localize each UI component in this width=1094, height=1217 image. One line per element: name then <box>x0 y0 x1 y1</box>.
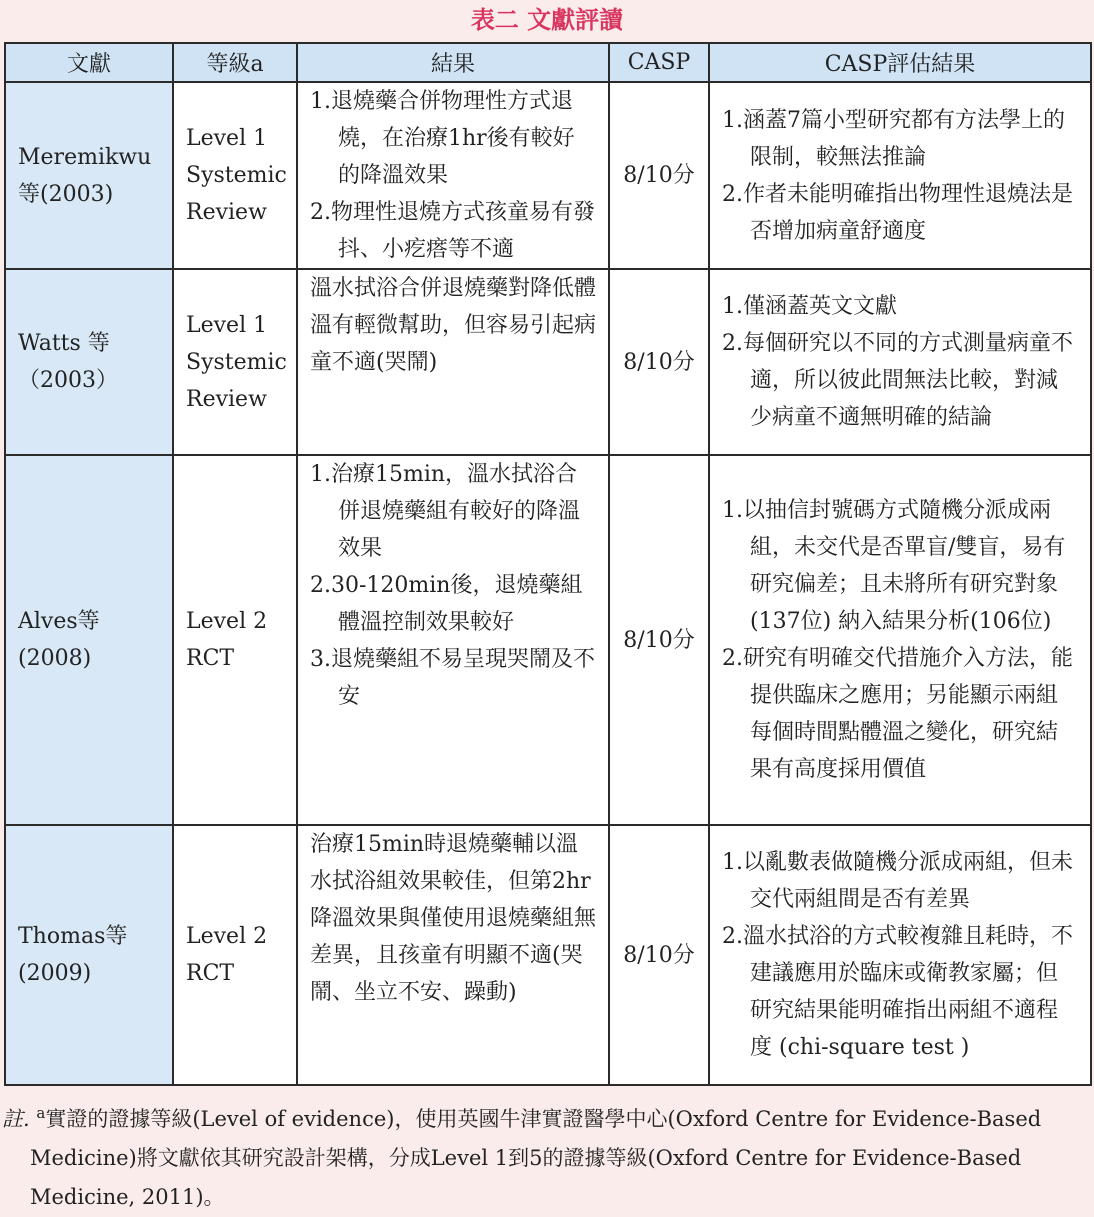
casp-score: 8/10分 <box>609 269 709 455</box>
level-cell: Level 1 Systemic Review <box>173 82 297 269</box>
note-label: 註. <box>2 1107 30 1131</box>
level-cell: Level 1 Systemic Review <box>173 269 297 455</box>
casp-score: 8/10分 <box>609 455 709 825</box>
list-item: 2.30-120min後，退燒藥組體溫控制效果較好 <box>310 573 583 635</box>
header-row <box>5 43 1091 82</box>
literature-review-table <box>4 42 1092 1086</box>
study-cell: Alves等 (2008) <box>5 455 173 825</box>
appraisal-cell <box>709 825 1091 1085</box>
casp-score: 8/10分 <box>609 825 709 1085</box>
list-item: 2.物理性退燒方式孩童易有發抖、小疙瘩等不適 <box>310 200 595 262</box>
note-text: 實證的證據等級(Level of evidence)，使用英國牛津實證醫學中心(Oxford Centre for Evidence-Based Medicine)將文獻依其研究設計架構，分成Level 1到5的證據等級(Oxford Centre for Evidence-Based Medicine, 2011)。 <box>30 1107 1042 1209</box>
list-item: 1.僅涵蓋英文文獻 <box>722 294 897 319</box>
list-item: 3.退燒藥組不易呈現哭鬧及不安 <box>310 647 595 709</box>
table-footnote <box>0 1094 1094 1217</box>
list-item: 1.以亂數表做隨機分派成兩組，但未交代兩組間是否有差異 <box>722 850 1073 912</box>
study-cell: Meremikwu 等(2003) <box>5 82 173 269</box>
header-level: 等級a <box>173 43 297 82</box>
appraisal-cell <box>709 269 1091 455</box>
list-item: 2.每個研究以不同的方式測量病童不適，所以彼此間無法比較，對減少病童不適無明確的結論 <box>722 331 1073 430</box>
note-superscript: a <box>36 1104 46 1122</box>
results-cell <box>297 455 609 825</box>
results-cell <box>297 269 609 455</box>
list-item: 2.研究有明確交代措施介入方法，能提供臨床之應用；另能顯示兩組每個時間點體溫之變化，研究結果有高度採用價值 <box>722 646 1073 782</box>
results-cell <box>297 825 609 1085</box>
study-cell: Thomas等 (2009) <box>5 825 173 1085</box>
study-cell: Watts 等 （2003） <box>5 269 173 455</box>
header-casp: CASP <box>609 43 709 82</box>
results-cell <box>297 82 609 269</box>
table-title: 表二 文獻評讀 <box>470 6 624 34</box>
level-cell: Level 2 RCT <box>173 455 297 825</box>
list-item: 1.治療15min，溫水拭浴合併退燒藥組有較好的降溫效果 <box>310 462 581 561</box>
list-item: 1.涵蓋7篇小型研究都有方法學上的限制，較無法推論 <box>722 107 1065 170</box>
list-item: 治療15min時退燒藥輔以溫水拭浴組效果較佳，但第2hr降溫效果與僅使用退燒藥組無差異，且孩童有明顯不適(哭鬧、坐立不安、躁動) <box>310 832 597 1005</box>
list-item: 1.以抽信封號碼方式隨機分派成兩組，未交代是否單盲/雙盲，易有研究偏差；且未將所有研究對象(137位) 納入結果分析(106位) <box>722 498 1066 634</box>
level-cell: Level 2 RCT <box>173 825 297 1085</box>
casp-score: 8/10分 <box>609 82 709 269</box>
appraisal-cell <box>709 455 1091 825</box>
header-appraisal: CASP評估結果 <box>709 43 1091 82</box>
list-item: 2.溫水拭浴的方式較複雜且耗時，不建議應用於臨床或衛教家屬；但研究結果能明確指出兩組不適程度 (chi-square test ) <box>722 924 1073 1060</box>
table-row <box>5 82 1091 269</box>
header-study: 文獻 <box>5 43 173 82</box>
list-item: 溫水拭浴合併退燒藥對降低體溫有輕微幫助，但容易引起病童不適(哭鬧) <box>310 276 597 375</box>
table-row <box>5 455 1091 825</box>
header-results: 結果 <box>297 43 609 82</box>
list-item: 1.退燒藥合併物理性方式退燒，在治療1hr後有較好的降溫效果 <box>310 89 575 188</box>
table-row <box>5 269 1091 455</box>
appraisal-cell <box>709 82 1091 269</box>
list-item: 2.作者未能明確指出物理性退燒法是否增加病童舒適度 <box>722 181 1073 244</box>
table-row <box>5 825 1091 1085</box>
